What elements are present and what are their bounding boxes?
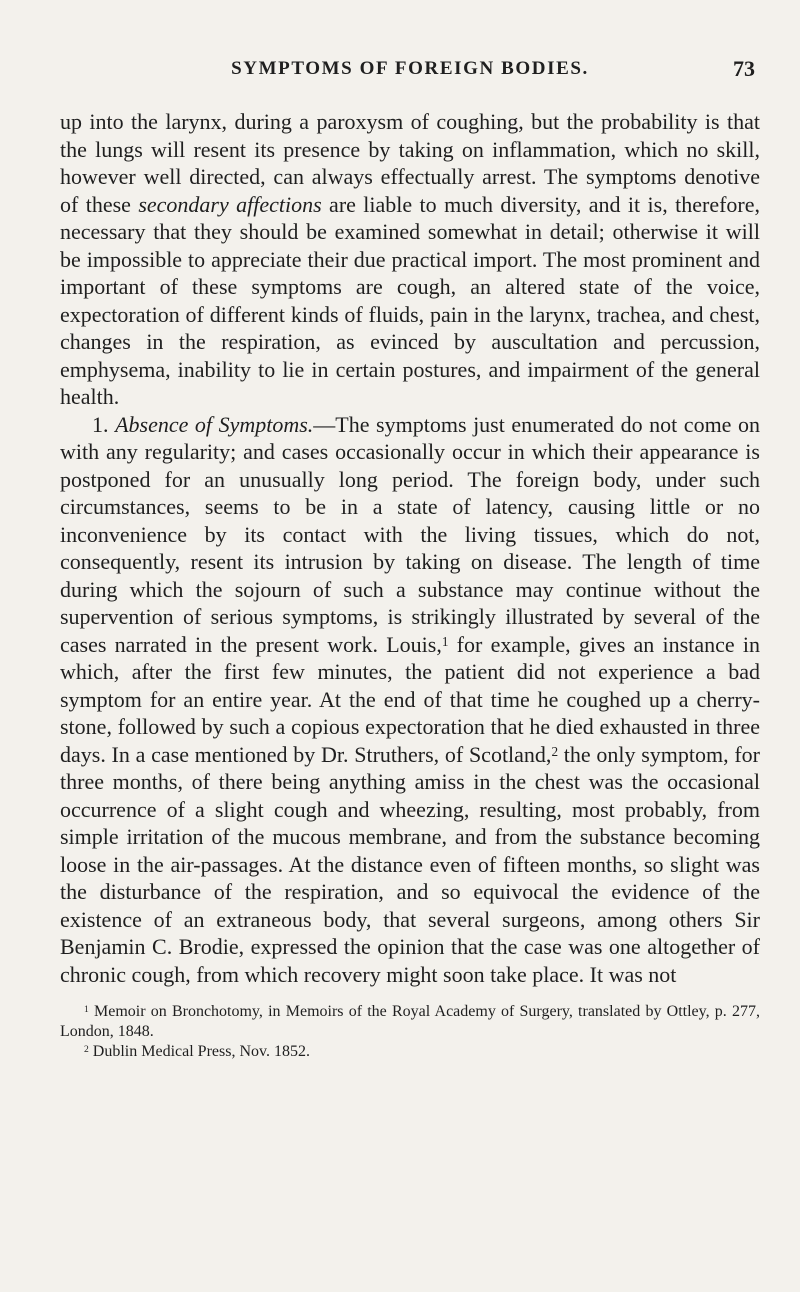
paragraph-2-text-b: for example, gives an instance in which, after the first few minutes, the patient did not experience a bad symptom for an entire year. At the end of that time he coughed up a cherry-stone, followed by such a copious expectoration that he died exhausted in three days. In a case mentioned by Dr. Struthers, of Scotland, [60, 631, 760, 767]
paragraph-2-text-a: —The symptoms just enumerated do not come on with any regularity; and cases occasionally occur in which their appearance is postponed for an unusually long period. The foreign body, under such circumstances, seems to be in a state of latency, causing little or no inconvenience by its contact with the living tissues, which do not, consequently, resent its intrusion by taking on disease. The length of time during which the sojourn of such a substance may continue without the supervention of serious symptoms, is strikingly illustrated by several of the cases narrated in the present work. Louis, [60, 411, 761, 657]
paragraph-continuation [60, 108, 760, 411]
footnote-reference-1: 1 [441, 634, 449, 650]
footnote-reference-2: 2 [551, 744, 559, 760]
footnote-text-1: Memoir on Bronchotomy, in Memoirs of the Royal Academy of Surgery, translated by Ottley, p. 277, London, 1848. [60, 1003, 760, 1040]
page-number: 73 [733, 56, 755, 81]
paragraph-1-text-b: are liable to much diversity, and it is, therefore, necessary that they should be examined somewhat in detail; otherwise it will be impossible to appreciate their due practical import. The most prominent and important of these symptoms are cough, an altered state of the voice, expectoration of different kinds of fluids, pain in the larynx, trachea, and chest, changes in the respiration, as evinced by auscultation and percussion, emphysema, inability to lie in certain postures, and impairment of the general health. [60, 191, 760, 409]
footnote-marker-1: 1 [84, 1004, 89, 1016]
footnote-1 [60, 1002, 760, 1042]
footnote-marker-2: 2 [84, 1044, 89, 1056]
running-head [60, 58, 760, 88]
footnotes [60, 1002, 760, 1062]
section-number: 1. [92, 411, 109, 437]
book-page [60, 58, 760, 1062]
paragraph-2-text-c: the only symptom, for three months, of there being anything amiss in the chest was the occasional occurrence of a slight cough and wheezing, resulting, most probably, from simple irritation of the mucous membrane, and from the substance becoming loose in the air-passages. At the distance even of fifteen months, so slight was the disturbance of the respiration, and so equivocal the evidence of the existence of an extraneous body, that several surgeons, among others Sir Benjamin C. Brodie, expressed the opinion that the case was one altogether of chronic cough, from which recovery might soon take place. It was not [60, 741, 760, 987]
secondary-affections-emphasis: secondary affections [138, 191, 322, 217]
body-text [60, 108, 760, 988]
paragraph-absence-of-symptoms [60, 411, 760, 989]
running-head-title: SYMPTOMS OF FOREIGN BODIES. [231, 58, 589, 79]
footnote-text-2: Dublin Medical Press, Nov. 1852. [92, 1043, 310, 1060]
footnote-2 [60, 1042, 760, 1062]
paragraph-1-text-a: up into the larynx, during a paroxysm of coughing, but the probability is that the lungs will resent its presence by taking on inflammation, which no skill, however well directed, can always effectually arrest. The symptoms denotive of these [60, 109, 760, 217]
section-heading: Absence of Symptoms. [115, 411, 314, 437]
